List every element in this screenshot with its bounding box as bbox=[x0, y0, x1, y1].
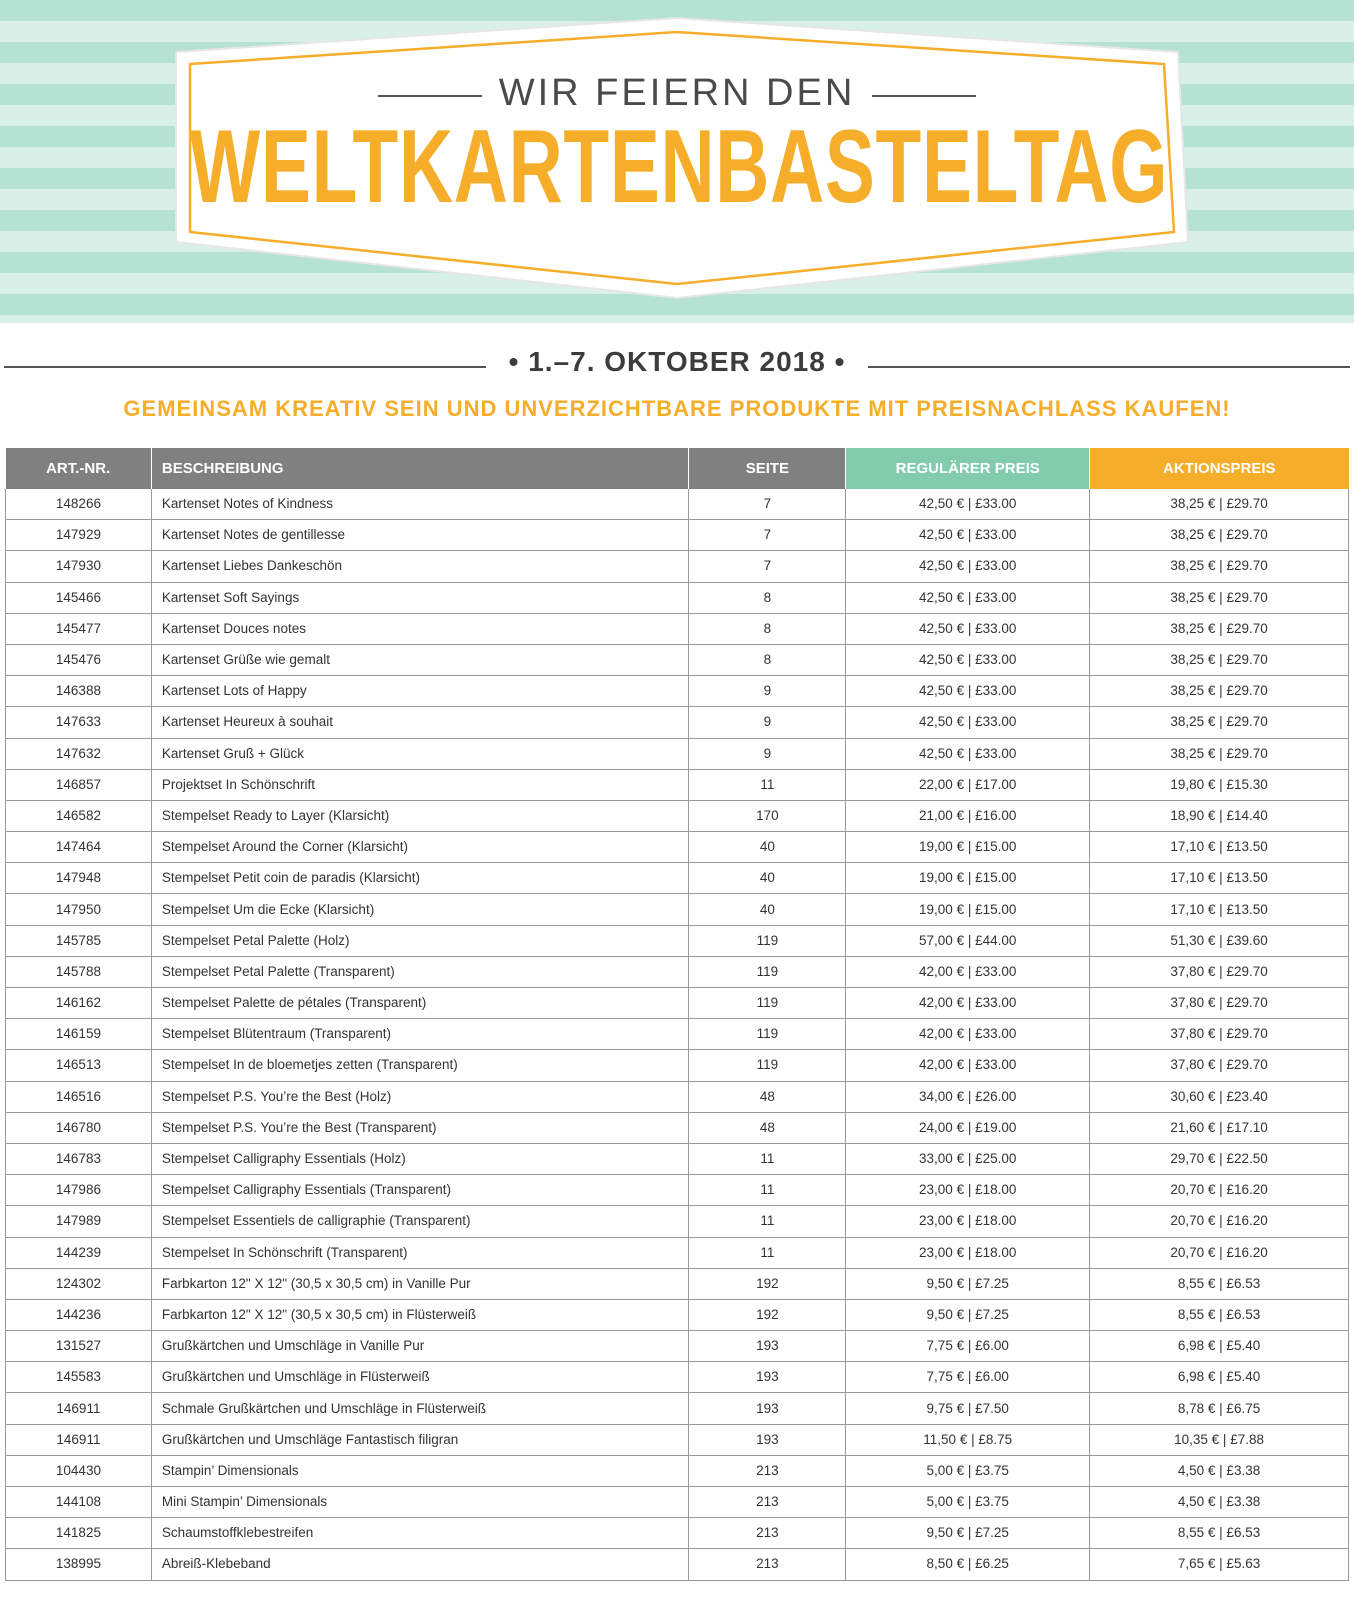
page-cell: 7 bbox=[689, 520, 846, 551]
page-cell: 192 bbox=[689, 1299, 846, 1330]
regular-price-cell: 42,50 € | £33.00 bbox=[846, 707, 1090, 738]
page-cell: 119 bbox=[689, 925, 846, 956]
art-nr-cell: 146162 bbox=[6, 988, 152, 1019]
description-cell: Stempelset P.S. You’re the Best (Holz) bbox=[151, 1081, 689, 1112]
promo-price-cell: 20,70 € | £16.20 bbox=[1090, 1175, 1349, 1206]
page-cell: 213 bbox=[689, 1487, 846, 1518]
regular-price-cell: 34,00 € | £26.00 bbox=[846, 1081, 1090, 1112]
art-nr-cell: 148266 bbox=[6, 489, 152, 520]
page-cell: 40 bbox=[689, 832, 846, 863]
art-nr-cell: 145785 bbox=[6, 925, 152, 956]
table-row bbox=[6, 1143, 1349, 1174]
regular-price-cell: 5,00 € | £3.75 bbox=[846, 1487, 1090, 1518]
art-nr-cell: 145477 bbox=[6, 613, 152, 644]
art-nr-cell: 138995 bbox=[6, 1549, 152, 1580]
table-row bbox=[6, 676, 1349, 707]
table-row bbox=[6, 863, 1349, 894]
col-header-promo-price: AKTIONSPREIS bbox=[1090, 448, 1349, 489]
table-row bbox=[6, 925, 1349, 956]
promo-price-cell: 8,78 € | £6.75 bbox=[1090, 1393, 1349, 1424]
page-cell: 11 bbox=[689, 1143, 846, 1174]
description-cell: Stempelset Ready to Layer (Klarsicht) bbox=[151, 800, 689, 831]
table-row bbox=[6, 738, 1349, 769]
page-cell: 11 bbox=[689, 1175, 846, 1206]
table-row bbox=[6, 1549, 1349, 1580]
col-header-art-nr: ART.-NR. bbox=[6, 448, 152, 489]
description-cell: Stempelset Um die Ecke (Klarsicht) bbox=[151, 894, 689, 925]
promo-price-cell: 8,55 € | £6.53 bbox=[1090, 1518, 1349, 1549]
art-nr-cell: 146516 bbox=[6, 1081, 152, 1112]
table-row bbox=[6, 1206, 1349, 1237]
art-nr-cell: 147948 bbox=[6, 863, 152, 894]
promo-price-cell: 20,70 € | £16.20 bbox=[1090, 1237, 1349, 1268]
description-cell: Kartenset Gruß + Glück bbox=[151, 738, 689, 769]
page-cell: 40 bbox=[689, 894, 846, 925]
description-cell: Stempelset In Schönschrift (Transparent) bbox=[151, 1237, 689, 1268]
regular-price-cell: 33,00 € | £25.00 bbox=[846, 1143, 1090, 1174]
date-line bbox=[4, 346, 1350, 386]
regular-price-cell: 42,50 € | £33.00 bbox=[846, 520, 1090, 551]
table-row bbox=[6, 800, 1349, 831]
description-cell: Abreiß-Klebeband bbox=[151, 1549, 689, 1580]
regular-price-cell: 23,00 € | £18.00 bbox=[846, 1175, 1090, 1206]
col-header-description: BESCHREIBUNG bbox=[151, 448, 689, 489]
page-cell: 193 bbox=[689, 1362, 846, 1393]
regular-price-cell: 42,00 € | £33.00 bbox=[846, 1019, 1090, 1050]
art-nr-cell: 145583 bbox=[6, 1362, 152, 1393]
promo-price-cell: 18,90 € | £14.40 bbox=[1090, 800, 1349, 831]
description-cell: Kartenset Notes de gentillesse bbox=[151, 520, 689, 551]
art-nr-cell: 147929 bbox=[6, 520, 152, 551]
description-cell: Kartenset Soft Sayings bbox=[151, 582, 689, 613]
regular-price-cell: 42,50 € | £33.00 bbox=[846, 644, 1090, 675]
table-row bbox=[6, 1299, 1349, 1330]
description-cell: Kartenset Lots of Happy bbox=[151, 676, 689, 707]
page-cell: 119 bbox=[689, 956, 846, 987]
table-row bbox=[6, 551, 1349, 582]
promo-price-cell: 8,55 € | £6.53 bbox=[1090, 1299, 1349, 1330]
art-nr-cell: 147950 bbox=[6, 894, 152, 925]
description-cell: Grußkärtchen und Umschläge in Vanille Pur bbox=[151, 1331, 689, 1362]
regular-price-cell: 42,50 € | £33.00 bbox=[846, 613, 1090, 644]
promo-price-cell: 10,35 € | £7.88 bbox=[1090, 1424, 1349, 1455]
art-nr-cell: 147989 bbox=[6, 1206, 152, 1237]
description-cell: Schmale Grußkärtchen und Umschläge in Flüsterweiß bbox=[151, 1393, 689, 1424]
product-table bbox=[5, 448, 1349, 1581]
table-row bbox=[6, 1331, 1349, 1362]
art-nr-cell: 146159 bbox=[6, 1019, 152, 1050]
table-header-row bbox=[6, 448, 1349, 489]
art-nr-cell: 124302 bbox=[6, 1268, 152, 1299]
table-row bbox=[6, 1393, 1349, 1424]
header-banner bbox=[0, 0, 1354, 323]
table-row bbox=[6, 1081, 1349, 1112]
regular-price-cell: 9,50 € | £7.25 bbox=[846, 1518, 1090, 1549]
table-row bbox=[6, 613, 1349, 644]
table-row bbox=[6, 1237, 1349, 1268]
table-row bbox=[6, 489, 1349, 520]
page-cell: 8 bbox=[689, 582, 846, 613]
promo-tagline: GEMEINSAM KREATIV SEIN UND UNVERZICHTBARE PRODUKTE MIT PREISNACHLASS KAUFEN! bbox=[123, 396, 1231, 421]
regular-price-cell: 5,00 € | £3.75 bbox=[846, 1455, 1090, 1486]
page-cell: 213 bbox=[689, 1518, 846, 1549]
promo-price-cell: 30,60 € | £23.40 bbox=[1090, 1081, 1349, 1112]
regular-price-cell: 9,75 € | £7.50 bbox=[846, 1393, 1090, 1424]
art-nr-cell: 146911 bbox=[6, 1393, 152, 1424]
art-nr-cell: 146857 bbox=[6, 769, 152, 800]
regular-price-cell: 42,50 € | £33.00 bbox=[846, 582, 1090, 613]
page-cell: 11 bbox=[689, 769, 846, 800]
regular-price-cell: 21,00 € | £16.00 bbox=[846, 800, 1090, 831]
table-row bbox=[6, 832, 1349, 863]
page-cell: 192 bbox=[689, 1268, 846, 1299]
page-cell: 193 bbox=[689, 1331, 846, 1362]
page-cell: 8 bbox=[689, 613, 846, 644]
description-cell: Kartenset Grüße wie gemalt bbox=[151, 644, 689, 675]
promo-price-cell: 4,50 € | £3.38 bbox=[1090, 1455, 1349, 1486]
banner-kicker: WIR FEIERN DEN bbox=[498, 72, 856, 114]
regular-price-cell: 7,75 € | £6.00 bbox=[846, 1362, 1090, 1393]
description-cell: Stempelset In de bloemetjes zetten (Transparent) bbox=[151, 1050, 689, 1081]
art-nr-cell: 147464 bbox=[6, 832, 152, 863]
table-row bbox=[6, 1050, 1349, 1081]
art-nr-cell: 146513 bbox=[6, 1050, 152, 1081]
table-row bbox=[6, 707, 1349, 738]
regular-price-cell: 42,50 € | £33.00 bbox=[846, 489, 1090, 520]
description-cell: Farbkarton 12" X 12" (30,5 x 30,5 cm) in Flüsterweiß bbox=[151, 1299, 689, 1330]
promo-date: • 1.–7. OKTOBER 2018 • bbox=[508, 346, 846, 377]
description-cell: Grußkärtchen und Umschläge in Flüsterweiß bbox=[151, 1362, 689, 1393]
art-nr-cell: 144108 bbox=[6, 1487, 152, 1518]
promo-price-cell: 4,50 € | £3.38 bbox=[1090, 1487, 1349, 1518]
description-cell: Kartenset Liebes Dankeschön bbox=[151, 551, 689, 582]
promo-price-cell: 29,70 € | £22.50 bbox=[1090, 1143, 1349, 1174]
description-cell: Kartenset Douces notes bbox=[151, 613, 689, 644]
art-nr-cell: 147986 bbox=[6, 1175, 152, 1206]
art-nr-cell: 144239 bbox=[6, 1237, 152, 1268]
regular-price-cell: 11,50 € | £8.75 bbox=[846, 1424, 1090, 1455]
regular-price-cell: 23,00 € | £18.00 bbox=[846, 1206, 1090, 1237]
art-nr-cell: 146780 bbox=[6, 1112, 152, 1143]
promo-price-cell: 17,10 € | £13.50 bbox=[1090, 894, 1349, 925]
table-row bbox=[6, 520, 1349, 551]
promo-price-cell: 20,70 € | £16.20 bbox=[1090, 1206, 1349, 1237]
page-cell: 7 bbox=[689, 551, 846, 582]
art-nr-cell: 146911 bbox=[6, 1424, 152, 1455]
description-cell: Mini Stampin’ Dimensionals bbox=[151, 1487, 689, 1518]
table-row bbox=[6, 988, 1349, 1019]
promo-price-cell: 8,55 € | £6.53 bbox=[1090, 1268, 1349, 1299]
page-cell: 40 bbox=[689, 863, 846, 894]
table-row bbox=[6, 644, 1349, 675]
promo-price-cell: 21,60 € | £17.10 bbox=[1090, 1112, 1349, 1143]
description-cell: Stempelset P.S. You’re the Best (Transparent) bbox=[151, 1112, 689, 1143]
promo-price-cell: 37,80 € | £29.70 bbox=[1090, 1050, 1349, 1081]
table-row bbox=[6, 582, 1349, 613]
col-header-regular-price: REGULÄRER PREIS bbox=[846, 448, 1090, 489]
description-cell: Stempelset Calligraphy Essentials (Holz) bbox=[151, 1143, 689, 1174]
page-cell: 119 bbox=[689, 988, 846, 1019]
promo-price-cell: 17,10 € | £13.50 bbox=[1090, 832, 1349, 863]
regular-price-cell: 7,75 € | £6.00 bbox=[846, 1331, 1090, 1362]
page-cell: 11 bbox=[689, 1237, 846, 1268]
art-nr-cell: 147632 bbox=[6, 738, 152, 769]
regular-price-cell: 42,00 € | £33.00 bbox=[846, 1050, 1090, 1081]
regular-price-cell: 19,00 € | £15.00 bbox=[846, 894, 1090, 925]
description-cell: Stempelset Petit coin de paradis (Klarsicht) bbox=[151, 863, 689, 894]
page-cell: 7 bbox=[689, 489, 846, 520]
description-cell: Projektset In Schönschrift bbox=[151, 769, 689, 800]
regular-price-cell: 9,50 € | £7.25 bbox=[846, 1299, 1090, 1330]
art-nr-cell: 104430 bbox=[6, 1455, 152, 1486]
regular-price-cell: 19,00 € | £15.00 bbox=[846, 863, 1090, 894]
page-cell: 213 bbox=[689, 1549, 846, 1580]
promo-price-cell: 38,25 € | £29.70 bbox=[1090, 738, 1349, 769]
regular-price-cell: 42,00 € | £33.00 bbox=[846, 956, 1090, 987]
art-nr-cell: 145476 bbox=[6, 644, 152, 675]
table-row bbox=[6, 1362, 1349, 1393]
table-row bbox=[6, 1518, 1349, 1549]
page-cell: 193 bbox=[689, 1393, 846, 1424]
regular-price-cell: 22,00 € | £17.00 bbox=[846, 769, 1090, 800]
promo-price-cell: 38,25 € | £29.70 bbox=[1090, 520, 1349, 551]
table-row bbox=[6, 1424, 1349, 1455]
art-nr-cell: 146582 bbox=[6, 800, 152, 831]
promo-price-cell: 38,25 € | £29.70 bbox=[1090, 676, 1349, 707]
description-cell: Stampin’ Dimensionals bbox=[151, 1455, 689, 1486]
table-row bbox=[6, 769, 1349, 800]
regular-price-cell: 9,50 € | £7.25 bbox=[846, 1268, 1090, 1299]
regular-price-cell: 42,50 € | £33.00 bbox=[846, 738, 1090, 769]
banner-headline: WELTKARTENBASTELTAG bbox=[189, 109, 1169, 225]
art-nr-cell: 145788 bbox=[6, 956, 152, 987]
promo-price-cell: 37,80 € | £29.70 bbox=[1090, 956, 1349, 987]
regular-price-cell: 23,00 € | £18.00 bbox=[846, 1237, 1090, 1268]
promo-price-cell: 38,25 € | £29.70 bbox=[1090, 489, 1349, 520]
page-cell: 48 bbox=[689, 1081, 846, 1112]
promo-price-cell: 6,98 € | £5.40 bbox=[1090, 1362, 1349, 1393]
page-cell: 48 bbox=[689, 1112, 846, 1143]
art-nr-cell: 141825 bbox=[6, 1518, 152, 1549]
page-cell: 11 bbox=[689, 1206, 846, 1237]
promo-price-cell: 17,10 € | £13.50 bbox=[1090, 863, 1349, 894]
table-row bbox=[6, 1112, 1349, 1143]
page-cell: 9 bbox=[689, 738, 846, 769]
promo-price-cell: 7,65 € | £5.63 bbox=[1090, 1549, 1349, 1580]
regular-price-cell: 57,00 € | £44.00 bbox=[846, 925, 1090, 956]
promo-price-cell: 37,80 € | £29.70 bbox=[1090, 988, 1349, 1019]
description-cell: Kartenset Heureux à souhait bbox=[151, 707, 689, 738]
table-row bbox=[6, 1268, 1349, 1299]
art-nr-cell: 146783 bbox=[6, 1143, 152, 1174]
promo-price-cell: 37,80 € | £29.70 bbox=[1090, 1019, 1349, 1050]
description-cell: Stempelset Blütentraum (Transparent) bbox=[151, 1019, 689, 1050]
promo-price-cell: 38,25 € | £29.70 bbox=[1090, 644, 1349, 675]
regular-price-cell: 42,00 € | £33.00 bbox=[846, 988, 1090, 1019]
page-cell: 170 bbox=[689, 800, 846, 831]
page-cell: 9 bbox=[689, 707, 846, 738]
art-nr-cell: 145466 bbox=[6, 582, 152, 613]
description-cell: Stempelset Calligraphy Essentials (Transparent) bbox=[151, 1175, 689, 1206]
table-row bbox=[6, 1175, 1349, 1206]
page-cell: 119 bbox=[689, 1050, 846, 1081]
regular-price-cell: 19,00 € | £15.00 bbox=[846, 832, 1090, 863]
art-nr-cell: 146388 bbox=[6, 676, 152, 707]
description-cell: Farbkarton 12" X 12" (30,5 x 30,5 cm) in Vanille Pur bbox=[151, 1268, 689, 1299]
table-row bbox=[6, 956, 1349, 987]
page-cell: 9 bbox=[689, 676, 846, 707]
description-cell: Schaumstoffklebestreifen bbox=[151, 1518, 689, 1549]
page-cell: 119 bbox=[689, 1019, 846, 1050]
art-nr-cell: 131527 bbox=[6, 1331, 152, 1362]
promo-price-cell: 19,80 € | £15.30 bbox=[1090, 769, 1349, 800]
description-cell: Stempelset Palette de pétales (Transparent) bbox=[151, 988, 689, 1019]
description-cell: Stempelset Petal Palette (Transparent) bbox=[151, 956, 689, 987]
regular-price-cell: 24,00 € | £19.00 bbox=[846, 1112, 1090, 1143]
page-cell: 8 bbox=[689, 644, 846, 675]
promo-price-cell: 38,25 € | £29.70 bbox=[1090, 582, 1349, 613]
page-cell: 213 bbox=[689, 1455, 846, 1486]
description-cell: Stempelset Petal Palette (Holz) bbox=[151, 925, 689, 956]
art-nr-cell: 147930 bbox=[6, 551, 152, 582]
art-nr-cell: 147633 bbox=[6, 707, 152, 738]
description-cell: Stempelset Around the Corner (Klarsicht) bbox=[151, 832, 689, 863]
table-row bbox=[6, 894, 1349, 925]
table-row bbox=[6, 1487, 1349, 1518]
art-nr-cell: 144236 bbox=[6, 1299, 152, 1330]
page-cell: 193 bbox=[689, 1424, 846, 1455]
regular-price-cell: 42,50 € | £33.00 bbox=[846, 551, 1090, 582]
promo-price-cell: 6,98 € | £5.40 bbox=[1090, 1331, 1349, 1362]
col-header-page: SEITE bbox=[689, 448, 846, 489]
description-cell: Stempelset Essentiels de calligraphie (Transparent) bbox=[151, 1206, 689, 1237]
regular-price-cell: 42,50 € | £33.00 bbox=[846, 676, 1090, 707]
promo-price-cell: 38,25 € | £29.70 bbox=[1090, 613, 1349, 644]
description-cell: Kartenset Notes of Kindness bbox=[151, 489, 689, 520]
table-row bbox=[6, 1019, 1349, 1050]
promo-price-cell: 38,25 € | £29.70 bbox=[1090, 707, 1349, 738]
regular-price-cell: 8,50 € | £6.25 bbox=[846, 1549, 1090, 1580]
table-row bbox=[6, 1455, 1349, 1486]
description-cell: Grußkärtchen und Umschläge Fantastisch filigran bbox=[151, 1424, 689, 1455]
promo-price-cell: 51,30 € | £39.60 bbox=[1090, 925, 1349, 956]
promo-price-cell: 38,25 € | £29.70 bbox=[1090, 551, 1349, 582]
